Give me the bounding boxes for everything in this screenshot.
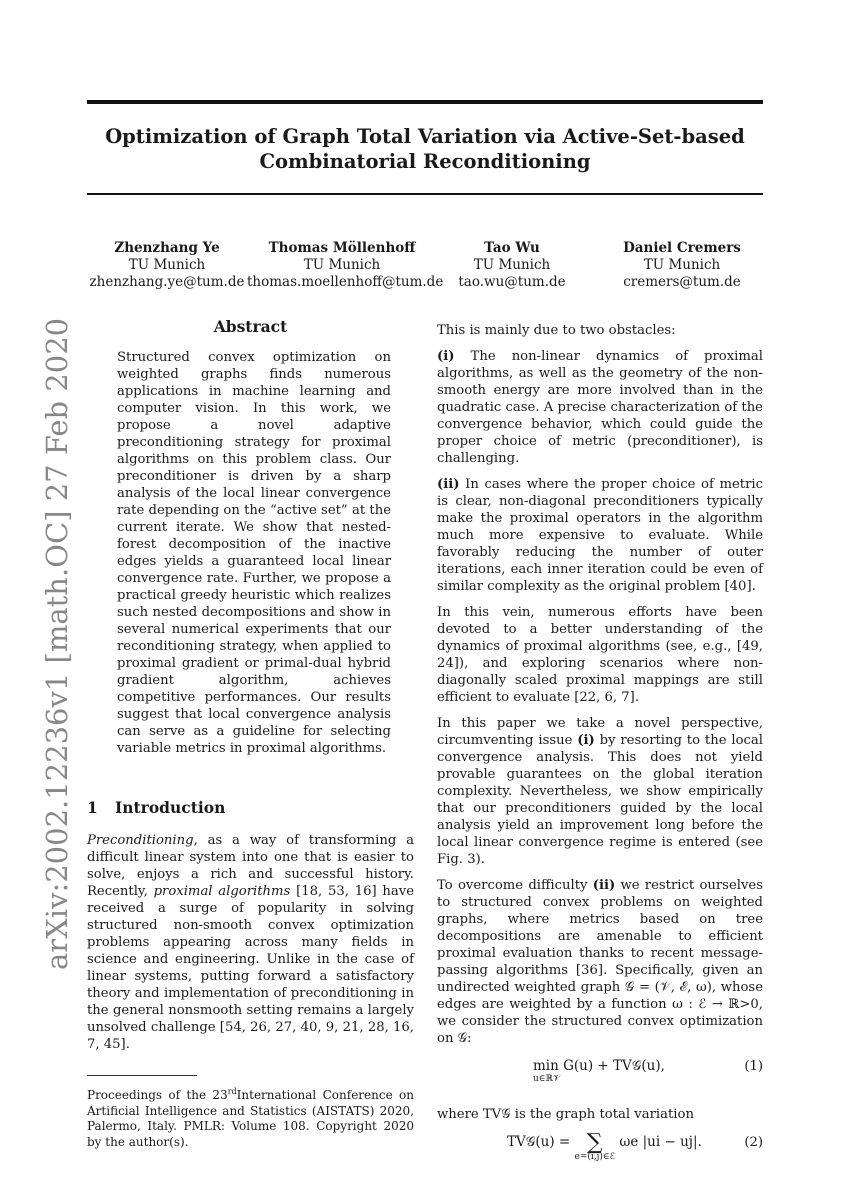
paragraph-text: by resorting to the local convergence analysis. This does not yield provable guarantees on the global iteration complexity. Nevertheless, we show empirically that our preconditioners guided by the local analysis yield an improvement long before the local linear convergence regime is entered (see Fig. 3). xyxy=(437,733,763,867)
paragraph xyxy=(437,348,763,467)
intro-italic-term: proximal algorithms xyxy=(153,884,291,899)
author-name: Thomas Möllenhoff xyxy=(268,240,416,256)
intro-italic-term: Preconditioning xyxy=(87,833,194,848)
right-column xyxy=(437,322,763,1182)
paragraph-text: To overcome difficulty xyxy=(437,878,593,893)
author-block xyxy=(87,240,763,300)
introduction-paragraph xyxy=(87,832,414,1053)
intro-text: [18, 53, 16] have received a surge of popularity in solving structured non-smooth convex optimization problems appearing across many fields in science and engineering. Unlike in the case of linear systems, putting forward a satisfactory theory and implementation of preconditioning in the general nonsmooth setting remains a largely unsolved challenge [54, 26, 27, 40, 9, 21, 28, 16, 7, 45]. xyxy=(87,884,414,1052)
title-line-2: Combinatorial Reconditioning xyxy=(259,150,591,173)
equation-2 xyxy=(437,1132,763,1172)
paragraph-text: we restrict ourselves to structured convex problems on weighted graphs, where metrics based on tree decompositions are amenable to efficient proximal evaluation thanks to recent message-passing algorithms [36]. Specifically, given an undirected weighted graph 𝒢 = (𝒱, ℰ, ω), whose edges are weighted by a function ω : ℰ → ℝ>0, we consider the structured convex optimization on 𝒢: xyxy=(437,878,763,1046)
author-affiliation: TU Munich xyxy=(643,257,721,273)
equation-lhs: TV𝒢(u) = xyxy=(507,1134,571,1150)
footnote-sup: rd xyxy=(227,1087,237,1096)
footnote-text: International Conference on Artificial Intelligence and Statistics (AISTATS) 2020, Palermo, Italy. PMLR: Volume 108. Copyright 2020 by the author(s). xyxy=(87,1088,415,1149)
sum-index: e=(i,j)∈ℰ xyxy=(574,1152,616,1162)
abstract-heading: Abstract xyxy=(213,317,288,336)
author-affiliation: TU Munich xyxy=(128,257,206,273)
issue-label: (ii) xyxy=(592,878,616,893)
section-heading-introduction xyxy=(87,799,414,816)
author-email: cremers@tum.de xyxy=(623,274,741,290)
summation xyxy=(574,1130,616,1163)
author-name: Zhenzhang Ye xyxy=(114,240,220,256)
equation-rhs: ωe |ui − uj|. xyxy=(619,1134,702,1150)
equation-expression xyxy=(507,1130,702,1163)
abstract-body: Structured convex optimization on weighted graphs finds numerous applications in machine learning and computer vision. In this work, we propose a novel adaptive preconditioning strategy for proximal algorithms on this problem class. Our preconditioner is driven by a sharp analysis of the local linear convergence rate depending on the “active set” at the current iterate. We show that nested-forest decomposition of the inactive edges yields a guaranteed local linear convergence rate. Further, we propose a practical greedy heuristic which realizes such nested decompositions and show in several numerical experiments that our reconditioning strategy, when applied to proximal gradient or primal-dual hybrid gradient algorithm, achieves competitive performances. Our results suggest that local convergence analysis can serve as a guideline for selecting variable metrics in proximal algorithms. xyxy=(117,350,391,756)
left-column xyxy=(87,318,414,1150)
top-rule xyxy=(87,100,763,104)
paragraph xyxy=(437,715,763,868)
title-bottom-rule xyxy=(87,193,763,195)
author-email: tao.wu@tum.de xyxy=(458,274,566,290)
paragraph-text: In this paper we take a novel perspective, circumventing issue xyxy=(437,716,763,748)
paragraph-text: In cases where the proper choice of metric is clear, non-diagonal preconditioners typically make the proximal operators in the algorithm much more expensive to evaluate. While favorably reducing the number of outer iterations, each inner iteration could be even of similar complexity as the original problem [40]. xyxy=(437,477,763,594)
intro-text: , as a way of transforming a difficult linear system into one that is easier to solve, enjoys a rich and successful history. Recently, xyxy=(87,833,414,899)
author-name: Daniel Cremers xyxy=(623,240,741,256)
author-affiliation: TU Munich xyxy=(303,257,381,273)
author-affiliation: TU Munich xyxy=(473,257,551,273)
paragraph xyxy=(437,877,763,1047)
section-title: Introduction xyxy=(115,798,226,817)
equation-expression xyxy=(533,1058,665,1084)
paragraph: where TV𝒢 is the graph total variation xyxy=(437,1107,694,1122)
section-number: 1 xyxy=(87,798,98,817)
author-1 xyxy=(87,240,247,291)
paper-title xyxy=(87,124,763,174)
author-name: Tao Wu xyxy=(484,240,540,256)
equation-subscript: u∈ℝ𝒱 xyxy=(533,1074,561,1084)
paragraph: In this vein, numerous efforts have been devoted to a better understanding of the dynamics of proximal algorithms (see, e.g., [49, 24]), and exploring scenarios where non-diagonally scaled proximal mappings are still efficient to evaluate [22, 6, 7]. xyxy=(437,605,763,705)
footnote-text: Proceedings of the 23 xyxy=(87,1088,228,1102)
issue-label: (i) xyxy=(437,349,455,364)
author-email: thomas.moellenhoff@tum.de xyxy=(247,274,444,290)
equation-number: (2) xyxy=(744,1135,763,1150)
author-3 xyxy=(447,240,577,291)
issue-label: (i) xyxy=(577,733,595,748)
footnote-rule xyxy=(87,1075,197,1076)
arxiv-stamp: arXiv:2002.12236v1 [math.OC] 27 Feb 2020 xyxy=(40,317,74,970)
title-line-1: Optimization of Graph Total Variation via Active-Set-based xyxy=(105,125,745,148)
equation-number: (1) xyxy=(744,1059,763,1074)
paragraph xyxy=(437,476,763,595)
author-email: zhenzhang.ye@tum.de xyxy=(89,274,245,290)
paragraph-text: The non-linear dynamics of proximal algorithms, as well as the geometry of the non-smooth energy are more involved than in the quadratic case. A precise characterization of the convergence behavior, which could guide the proper choice of metric (preconditioner), is challenging. xyxy=(437,349,763,466)
sigma-symbol: ∑ xyxy=(586,1130,603,1155)
paragraph: This is mainly due to two obstacles: xyxy=(437,323,676,338)
author-2 xyxy=(247,240,444,291)
equation-main: min G(u) + TV𝒢(u), xyxy=(533,1058,665,1074)
issue-label: (ii) xyxy=(437,477,460,492)
equation-1 xyxy=(437,1056,763,1096)
author-4 xyxy=(597,240,767,291)
proceedings-footnote xyxy=(87,1084,414,1150)
